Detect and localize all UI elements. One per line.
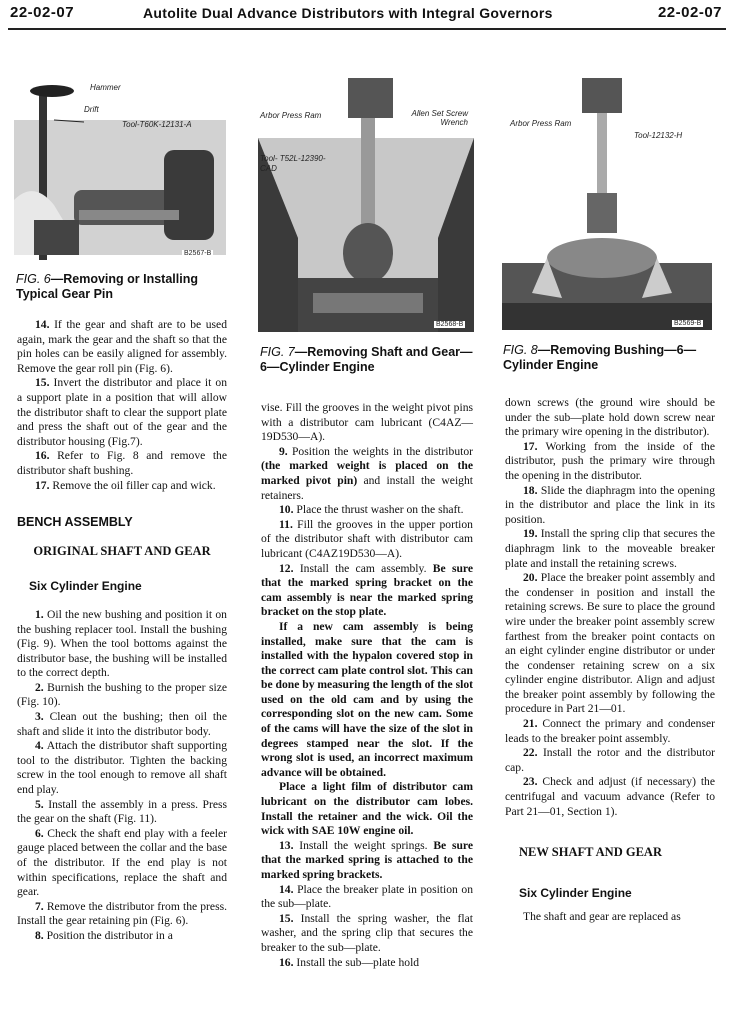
figure-6-number: B2567-B bbox=[184, 250, 212, 257]
step-14: 14. If the gear and shaft are to be used again, mark the gear and the shaft so that the pin holes can be easily aligned for assembly. Remove the gear roll pin (Fig. 6). bbox=[17, 318, 227, 375]
assembly-step-14: 14. Place the breaker plate in position on the sub—plate. bbox=[261, 882, 474, 911]
assembly-step-16: 16. Install the sub—plate hold bbox=[279, 955, 420, 969]
assembly-step-11: 11. Fill the grooves in the upper portion of the distributor shaft with distributor cam lubricant (C4AZ19D530—A). bbox=[261, 517, 473, 560]
figure-8-caption bbox=[503, 343, 717, 373]
assembly-step-3: 3. Clean out the bushing; then oil the shaft and slide it into the distributor body. bbox=[17, 710, 227, 738]
figure-6-illustration bbox=[14, 80, 226, 261]
figure-6-label: FIG. 6 bbox=[16, 272, 51, 286]
figure-7-photo bbox=[258, 78, 474, 332]
callout-hammer: Hammer bbox=[90, 83, 121, 92]
new-shaft-intro: The shaft and gear are replaced as bbox=[523, 910, 681, 924]
assembly-step-8-continued: vise. Fill the grooves in the weight pivot pins with a distributor cam lubricant (C4AZ—19D530—A). bbox=[261, 401, 473, 444]
header-rule bbox=[8, 28, 726, 30]
assembly-step-15: 15. Install the spring washer, the flat washer, and the spring clip that secures the breaker to the sub—plate. bbox=[261, 911, 474, 954]
callout-tool: Tool-T60K-12131-A bbox=[122, 120, 192, 129]
assembly-step-13: 13. Install the weight springs. Be sure that the marked spring is attached to the marked spring brackets. bbox=[261, 838, 473, 881]
assembly-step-22: 22. Install the rotor and the distributor cap. bbox=[505, 746, 715, 774]
page-number-right: 22-02-07 bbox=[657, 4, 722, 21]
heading-bench-assembly: BENCH ASSEMBLY bbox=[17, 515, 133, 530]
figure-8-label: FIG. 8 bbox=[503, 343, 538, 357]
assembly-step-10: 10. Place the thrust washer on the shaft. bbox=[279, 503, 464, 517]
callout-arbor-press-ram: Arbor Press Ram bbox=[260, 111, 322, 120]
page-number-left: 22-02-07 bbox=[10, 4, 75, 21]
assembly-step-20: 20. Place the breaker point assembly and the condenser in position and install the retaining screws. Be sure to place the ground wire under the breaker point assembly screw farthest from the breaker point contacts on an eight cylinder engine distributor or under the condenser retaining screw on a six cylinder engine distributor. Align and adjust the breaker point assembly by following the procedure in Part 21—01. bbox=[505, 571, 715, 716]
assembly-step-7: 7. Remove the distributor from the press. Install the gear retaining pin (Fig. 6). bbox=[17, 899, 227, 928]
callout-allen-wrench: Allen Set Screw Wrench bbox=[411, 109, 468, 127]
callout-arbor-press-ram: Arbor Press Ram bbox=[510, 119, 572, 128]
figure-7-caption-text: —Removing Shaft and Gear—6—Cylinder Engine bbox=[260, 345, 473, 374]
figure-8-photo bbox=[502, 78, 712, 330]
step-16: 16. Refer to Fig. 8 and remove the distributor shaft bushing. bbox=[17, 449, 227, 477]
heading-original-shaft-gear: ORIGINAL SHAFT AND GEAR bbox=[33, 543, 211, 558]
callout-drift: Drift bbox=[84, 105, 99, 114]
running-title: Autolite Dual Advance Distributors with Integral Governors bbox=[143, 5, 553, 21]
assembly-step-5: 5. Install the assembly in a press. Press the gear on the shaft (Fig. 11). bbox=[17, 797, 227, 826]
step-17: 17. Remove the oil filler cap and wick. bbox=[35, 478, 216, 492]
figure-6-caption bbox=[16, 272, 228, 302]
assembly-step-16-continued: down screws (the ground wire should be under the sub—plate hold down screw near the primary wire opening in the distributor). bbox=[505, 396, 715, 439]
callout-tool: Tool- T52L-12390-CAD bbox=[260, 154, 326, 173]
heading-six-cylinder-new: Six Cylinder Engine bbox=[519, 885, 632, 900]
new-cam-note: If a new cam assembly is being installed, make sure that the cam is installed with the hypalon covered stop in the correct cam plate control slot. This can be done by measuring the length of the slot used on the old cam and by using the corresponding slot on the new cam. Some of the cams will have the size of the slot in degrees stamped near the slot. If the wrong slot is used, an incorrect maximum advance will be obtained. bbox=[261, 619, 473, 779]
assembly-step-19: 19. Install the spring clip that secures the diaphragm link to the moveable breaker plate and install the retaining screws. bbox=[505, 527, 715, 570]
step-15: 15. Invert the distributor and place it on a support plate in a position that will allow the distributor shaft to clear the support plate and press the shaft out of the gear and the distributor housing (Fig.7). bbox=[17, 376, 227, 448]
assembly-step-23: 23. Check and adjust (if necessary) the centrifugal and vacuum advance (Refer to Part 21—01, Section 1). bbox=[505, 775, 715, 818]
text-column-3 bbox=[505, 396, 715, 925]
figure-7-label: FIG. 7 bbox=[260, 345, 295, 359]
figure-7-number: B2568-B bbox=[436, 321, 464, 328]
text-column-1 bbox=[17, 318, 227, 944]
assembly-step-4: 4. Attach the distributor shaft supporting tool to the distributor. Tighten the backing screw in the tool enough to remove all shaft end play. bbox=[17, 739, 227, 797]
figure-7-caption bbox=[260, 345, 474, 375]
figure-8-caption-text: —Removing Bushing—6—Cylinder Engine bbox=[503, 343, 697, 372]
assembly-step-8: 8. Position the distributor in a bbox=[35, 928, 173, 942]
figure-6-caption-text: —Removing or Installing Typical Gear Pin bbox=[16, 272, 198, 301]
assembly-step-12: 12. Install the cam assembly. Be sure that the marked spring bracket on the cam assembly is near the marked spring bracket on the stop plate. bbox=[261, 561, 474, 619]
assembly-step-18: 18. Slide the diaphragm into the opening in the distributor and place the link in its position. bbox=[505, 483, 715, 526]
figure-8-number: B2569-B bbox=[674, 320, 702, 327]
heading-six-cylinder: Six Cylinder Engine bbox=[29, 579, 142, 594]
lubricant-note: Place a light film of distributor cam lubricant on the distributor cam lobes. Install the retainer and the wick. Oil the wick with SAE 10W engine oil. bbox=[261, 780, 473, 838]
page-header bbox=[0, 0, 734, 30]
text-column-2 bbox=[261, 401, 473, 970]
heading-new-shaft-gear: NEW SHAFT AND GEAR bbox=[519, 845, 662, 860]
assembly-step-2: 2. Burnish the bushing to the proper size (Fig. 10). bbox=[17, 680, 227, 709]
assembly-step-21: 21. Connect the primary and condenser leads to the breaker point assembly. bbox=[505, 717, 715, 745]
assembly-step-17: 17. Working from the inside of the distributor, push the primary wire through the opening in the distributor. bbox=[505, 439, 715, 482]
assembly-step-9: 9. Position the weights in the distributor (the marked weight is placed on the marked pivot pin) and install the weight retainers. bbox=[261, 444, 473, 502]
callout-tool: Tool-12132-H bbox=[634, 131, 683, 140]
figure-8-illustration bbox=[502, 78, 712, 330]
assembly-step-1: 1. Oil the new bushing and position it on the bushing replacer tool. Install the bushing (Fig. 9). When the tool bottoms against the distributor base, the bushing will be installed to the correct depth. bbox=[17, 607, 227, 680]
figure-6-photo bbox=[14, 80, 226, 261]
assembly-step-6: 6. Check the shaft end play with a feeler gauge placed between the collar and the base of the distributor. If the end play is not within specifications, replace the shaft and gear. bbox=[17, 826, 227, 899]
